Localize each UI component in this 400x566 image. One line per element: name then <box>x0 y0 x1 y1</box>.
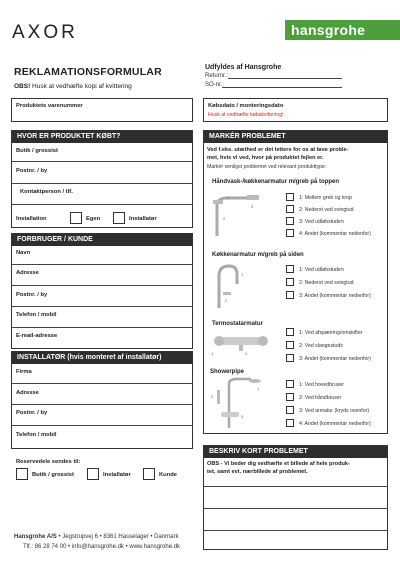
footer-contact: Tlf.: 86 28 74 00 • info@hansgrohe.dk • www.hansgrohe.dk <box>23 544 181 550</box>
kontakt-label: Kontaktperson / tlf. <box>20 189 73 195</box>
telefon-label: Telefon / mobil <box>16 432 57 438</box>
installation-label: Installation <box>16 216 47 222</box>
adresse-label: Adresse <box>16 270 39 276</box>
installator-option-label: Installatør <box>103 472 131 478</box>
product-1-title: Håndvask-/køkkenarmatur m/greb på toppen <box>212 179 340 185</box>
installator-option-label: Installatør <box>129 216 157 222</box>
product-3-title: Termostatarmatur <box>212 321 263 327</box>
comment-line[interactable] <box>203 530 388 531</box>
p1-option-4-label: 4: Andet (kommentar nedenfor) <box>299 231 371 237</box>
kobsdato-field[interactable] <box>203 98 388 122</box>
section-beskriv-header: BESKRIV KORT PROBLEMET <box>204 446 387 458</box>
navn-label: Navn <box>16 250 31 256</box>
divider <box>11 327 193 328</box>
p2-option-2-checkbox[interactable] <box>286 278 294 286</box>
form-title: REKLAMATIONSFORMULAR <box>14 66 162 78</box>
p4-option-1-label: 1: Ved hovedbruser <box>299 382 344 388</box>
section-installator-header: INSTALLATØR (hvis monteret af installatør) <box>12 352 192 364</box>
product-4-title: Showerpipe <box>210 369 245 375</box>
section-marker-header: MARKÉR PROBLEMET <box>204 131 387 143</box>
section-forbruger <box>11 233 193 349</box>
egen-label: Egen <box>86 216 101 222</box>
reservedele-label: Reservedele sendes til: <box>16 459 81 465</box>
product-2-title: Køkkenarmatur m/greb på siden <box>212 252 304 258</box>
p2-option-1-label: 1: Ved udløbstuden <box>299 267 344 273</box>
p1-option-3-label: 3: Ved udløbstuden <box>299 219 344 225</box>
returnr-field[interactable] <box>228 72 342 79</box>
produkt-nummer-label: Produktets varenummer <box>16 103 83 109</box>
p1-option-1-checkbox[interactable] <box>286 193 294 201</box>
telefon-label: Telefon / mobil <box>16 312 57 318</box>
p3-option-3-checkbox[interactable] <box>286 354 294 362</box>
svg-text:3: 3 <box>241 414 244 419</box>
svg-text:2: 2 <box>225 298 228 303</box>
comment-line[interactable] <box>203 508 388 509</box>
divider <box>11 285 193 286</box>
p3-option-1-label: 1: Ved afspærring/omskifter <box>299 330 363 336</box>
so-label: SO-nr.: <box>205 82 225 88</box>
hansgrohe-logo: hansgrohe <box>285 20 400 40</box>
p3-option-2-checkbox[interactable] <box>286 341 294 349</box>
adresse-label: Adresse <box>16 390 39 396</box>
section-kobt <box>11 130 193 228</box>
p4-option-2-label: 2: Ved håndbruser <box>299 395 342 401</box>
p4-option-2-checkbox[interactable] <box>286 393 294 401</box>
produkt-nummer-field[interactable] <box>11 98 193 122</box>
section-forbruger-header: FORBRUGER / KUNDE <box>12 234 192 246</box>
p3-option-3-label: 3: Andet (kommentar nedenfor) <box>299 356 371 362</box>
butik-option-label: Butik / grossist <box>32 472 74 478</box>
returnr-label: Returnr.: <box>205 73 229 79</box>
email-label: E-mail-adresse <box>16 333 58 339</box>
svg-text:1: 1 <box>211 351 214 356</box>
svg-text:2: 2 <box>211 394 214 399</box>
kitchen-mixer-illustration <box>207 262 277 310</box>
butik-label: Butik / grossist <box>16 148 58 154</box>
kunde-checkbox[interactable] <box>143 468 155 480</box>
divider <box>11 306 193 307</box>
divider <box>11 183 193 184</box>
axor-logo: AXOR <box>12 22 78 43</box>
butik-checkbox[interactable] <box>16 468 28 480</box>
svg-text:2: 2 <box>223 216 226 221</box>
p2-option-1-checkbox[interactable] <box>286 265 294 273</box>
p1-option-4-checkbox[interactable] <box>286 229 294 237</box>
postnr-label: Postnr. / by <box>16 292 48 298</box>
svg-text:1: 1 <box>227 195 230 200</box>
kobsdato-label: Købsdato / monteringsdato <box>208 103 284 109</box>
firma-label: Firma <box>16 369 32 375</box>
section-kobt-header: HVOR ER PRODUKTET KØBT? <box>12 131 192 143</box>
installator-checkbox[interactable] <box>87 468 99 480</box>
p2-option-3-label: 3: Andet (kommentar nedenfor) <box>299 293 371 299</box>
p2-option-2-label: 2: Nederst ved svingtud <box>299 280 354 286</box>
beskriv-text-1: OBS - Vi beder dig vedhæfte et billede af hele produk- <box>207 461 350 467</box>
postnr-label: Postnr. / by <box>16 168 48 174</box>
marker-subtext: Markér venligst problemet ved relevant produkttype: <box>207 164 327 170</box>
p4-option-3-checkbox[interactable] <box>286 406 294 414</box>
svg-text:1: 1 <box>257 386 260 391</box>
svg-text:3: 3 <box>251 204 254 209</box>
postnr-label: Postnr. / by <box>16 410 48 416</box>
kunde-option-label: Kunde <box>159 472 178 478</box>
egen-checkbox[interactable] <box>70 212 82 224</box>
showerpipe-illustration <box>207 376 282 431</box>
p4-option-1-checkbox[interactable] <box>286 380 294 388</box>
p3-option-2-label: 2: Ved slangestuds <box>299 343 343 349</box>
divider <box>11 404 193 405</box>
udfyldes-title: Udfyldes af Hansgrohe <box>205 64 282 71</box>
p3-option-1-checkbox[interactable] <box>286 328 294 336</box>
footer-address: Hansgrohe A/S • Jegstrupvej 6 • 8361 Hasselager • Danmark <box>14 534 179 540</box>
p1-option-3-checkbox[interactable] <box>286 217 294 225</box>
svg-text:1: 1 <box>241 272 244 277</box>
beskriv-text-2: tet, samt evt. nærbillede af problemet. <box>207 469 308 475</box>
so-field[interactable] <box>222 81 342 88</box>
p1-option-2-checkbox[interactable] <box>286 205 294 213</box>
divider <box>11 425 193 426</box>
p4-option-4-checkbox[interactable] <box>286 419 294 427</box>
divider <box>11 161 193 162</box>
marker-text-2: met, hvis vi ved, hvor på produktet fejlen er. <box>207 155 324 161</box>
installator-checkbox[interactable] <box>113 212 125 224</box>
obs-note: OBS! Husk at vedhæfte kopi af kvittering <box>14 83 132 90</box>
thermostat-illustration <box>207 329 282 359</box>
p1-option-1-label: 1: Mellem greb og krop <box>299 195 353 201</box>
basin-mixer-illustration <box>207 190 277 238</box>
marker-text-1: Ved f.eks. utæthed er det lettere for os at løse proble- <box>207 147 349 153</box>
svg-text:2: 2 <box>245 351 248 356</box>
kobsdato-note: Husk at vedhæfte købskvittering! <box>208 112 284 118</box>
p4-option-4-label: 4: Andet (kommentar nedenfor) <box>299 421 371 427</box>
p2-option-3-checkbox[interactable] <box>286 291 294 299</box>
divider <box>11 264 193 265</box>
comment-line[interactable] <box>203 486 388 487</box>
divider <box>11 383 193 384</box>
divider <box>11 204 193 205</box>
p4-option-3-label: 3: Ved armatur (kryds ovenfor) <box>299 408 370 414</box>
p1-option-2-label: 2: Nederst ved svingtud <box>299 207 354 213</box>
